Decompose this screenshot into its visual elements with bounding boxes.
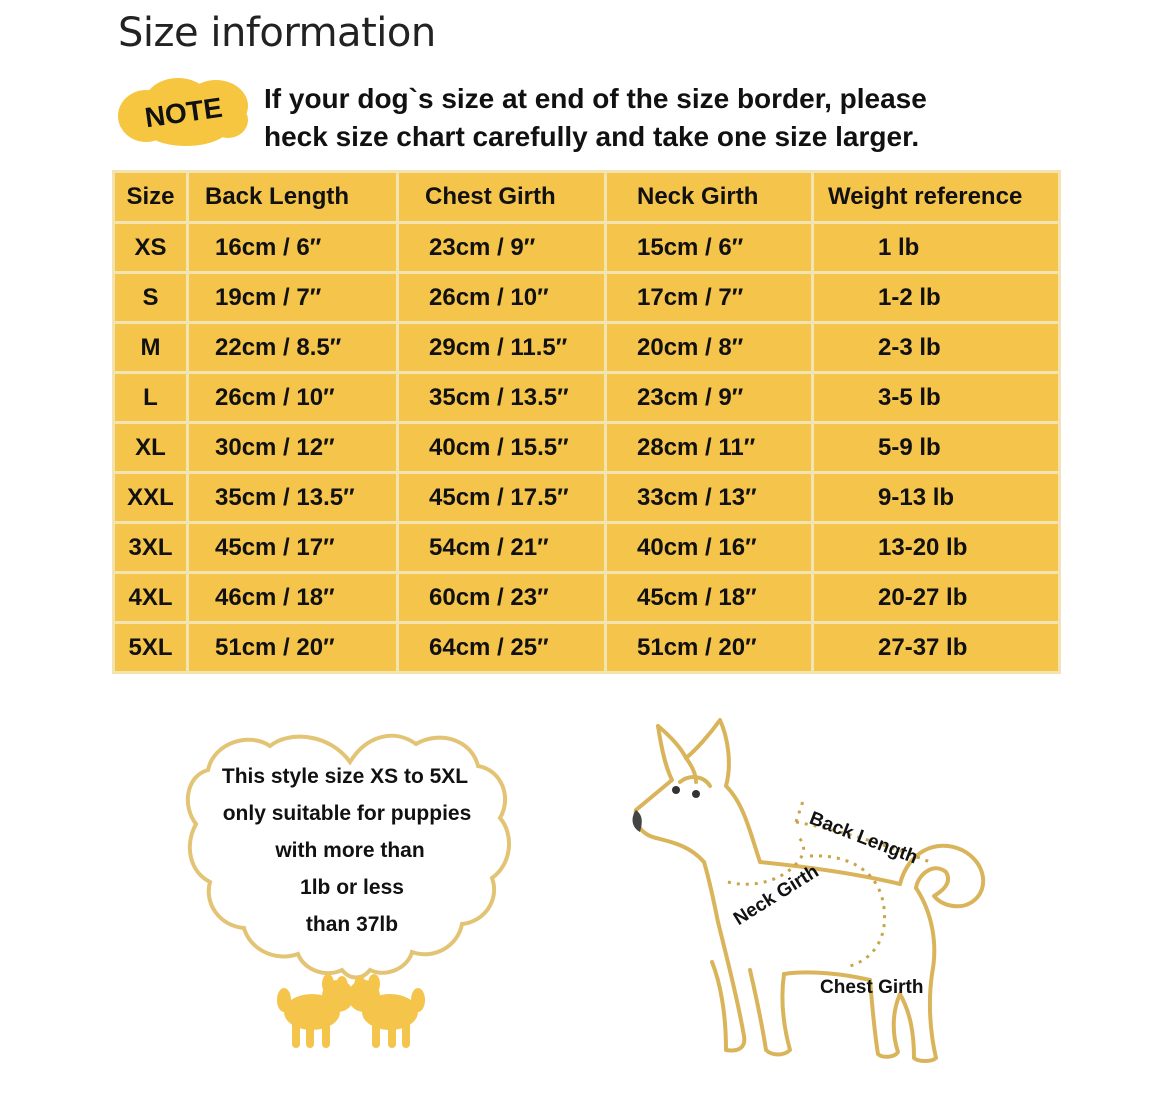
cell-weight: 13-20 lb: [813, 523, 1060, 573]
cell-back-length: 19cm / 7″: [188, 273, 398, 323]
cell-weight: 1 lb: [813, 223, 1060, 273]
back-length-label: Back Length: [806, 808, 921, 869]
cell-back-length: 16cm / 6″: [188, 223, 398, 273]
cell-chest-girth: 35cm / 13.5″: [398, 373, 606, 423]
note-line-1: If your dog`s size at end of the size border, please: [264, 83, 927, 114]
cell-neck-girth: 17cm / 7″: [606, 273, 813, 323]
cell-chest-girth: 29cm / 11.5″: [398, 323, 606, 373]
cloud-line-2: only suitable for puppies: [222, 802, 472, 825]
cell-weight: 1-2 lb: [813, 273, 1060, 323]
note-cloud-icon: [116, 76, 251, 148]
cell-size: M: [114, 323, 188, 373]
table-header-row: [114, 172, 1060, 223]
cell-back-length: 26cm / 10″: [188, 373, 398, 423]
note-badge-label: NOTE: [142, 91, 225, 134]
table-row: [114, 423, 1060, 473]
cell-size: 5XL: [114, 623, 188, 673]
cell-weight: 20-27 lb: [813, 573, 1060, 623]
cell-back-length: 35cm / 13.5″: [188, 473, 398, 523]
header-neck-girth: Neck Girth: [606, 172, 813, 223]
cell-neck-girth: 15cm / 6″: [606, 223, 813, 273]
cell-neck-girth: 23cm / 9″: [606, 373, 813, 423]
note-text: [264, 80, 1064, 156]
cloud-line-4: 1lb or less: [300, 876, 404, 899]
cell-chest-girth: 64cm / 25″: [398, 623, 606, 673]
puppy-note-text: [180, 758, 520, 943]
cell-weight: 9-13 lb: [813, 473, 1060, 523]
dog-measurement-diagram: [600, 712, 1020, 1092]
header-size: Size: [114, 172, 188, 223]
size-chart-table: [112, 170, 1061, 674]
cell-neck-girth: 40cm / 16″: [606, 523, 813, 573]
cell-chest-girth: 23cm / 9″: [398, 223, 606, 273]
cell-neck-girth: 45cm / 18″: [606, 573, 813, 623]
cell-neck-girth: 20cm / 8″: [606, 323, 813, 373]
table-row: [114, 223, 1060, 273]
cell-size: 3XL: [114, 523, 188, 573]
cloud-line-1: This style size XS to 5XL: [221, 765, 469, 788]
cell-back-length: 51cm / 20″: [188, 623, 398, 673]
cell-back-length: 22cm / 8.5″: [188, 323, 398, 373]
chest-girth-label: Chest Girth: [820, 977, 924, 998]
cell-size: 4XL: [114, 573, 188, 623]
cell-neck-girth: 51cm / 20″: [606, 623, 813, 673]
header-chest-girth: Chest Girth: [398, 172, 606, 223]
cell-weight: 3-5 lb: [813, 373, 1060, 423]
table-row: [114, 523, 1060, 573]
neck-girth-label: Neck Girth: [730, 861, 823, 930]
cell-chest-girth: 54cm / 21″: [398, 523, 606, 573]
cell-chest-girth: 45cm / 17.5″: [398, 473, 606, 523]
cell-weight: 27-37 lb: [813, 623, 1060, 673]
cell-size: XL: [114, 423, 188, 473]
note-badge: [116, 76, 251, 148]
header-back-length: Back Length: [188, 172, 398, 223]
cell-neck-girth: 28cm / 11″: [606, 423, 813, 473]
cell-chest-girth: 26cm / 10″: [398, 273, 606, 323]
dog-outline-icon: [600, 712, 1020, 1092]
page-title: Size information: [118, 10, 436, 56]
cell-weight: 5-9 lb: [813, 423, 1060, 473]
note-line-2: heck size chart carefully and take one size larger.: [264, 121, 920, 152]
puppy-note-cloud: [180, 722, 520, 1062]
cloud-line-3: with more than: [275, 839, 425, 862]
cell-chest-girth: 40cm / 15.5″: [398, 423, 606, 473]
cell-back-length: 46cm / 18″: [188, 573, 398, 623]
cell-size: XS: [114, 223, 188, 273]
header-weight-reference: Weight reference: [813, 172, 1060, 223]
table-row: [114, 623, 1060, 673]
table-row: [114, 323, 1060, 373]
cell-chest-girth: 60cm / 23″: [398, 573, 606, 623]
table-row: [114, 373, 1060, 423]
table-row: [114, 473, 1060, 523]
table-row: [114, 573, 1060, 623]
table-row: [114, 273, 1060, 323]
cell-neck-girth: 33cm / 13″: [606, 473, 813, 523]
cell-size: S: [114, 273, 188, 323]
cell-back-length: 30cm / 12″: [188, 423, 398, 473]
cell-size: L: [114, 373, 188, 423]
cell-size: XXL: [114, 473, 188, 523]
cloud-line-5: than 37lb: [305, 913, 399, 936]
cell-weight: 2-3 lb: [813, 323, 1060, 373]
cell-back-length: 45cm / 17″: [188, 523, 398, 573]
